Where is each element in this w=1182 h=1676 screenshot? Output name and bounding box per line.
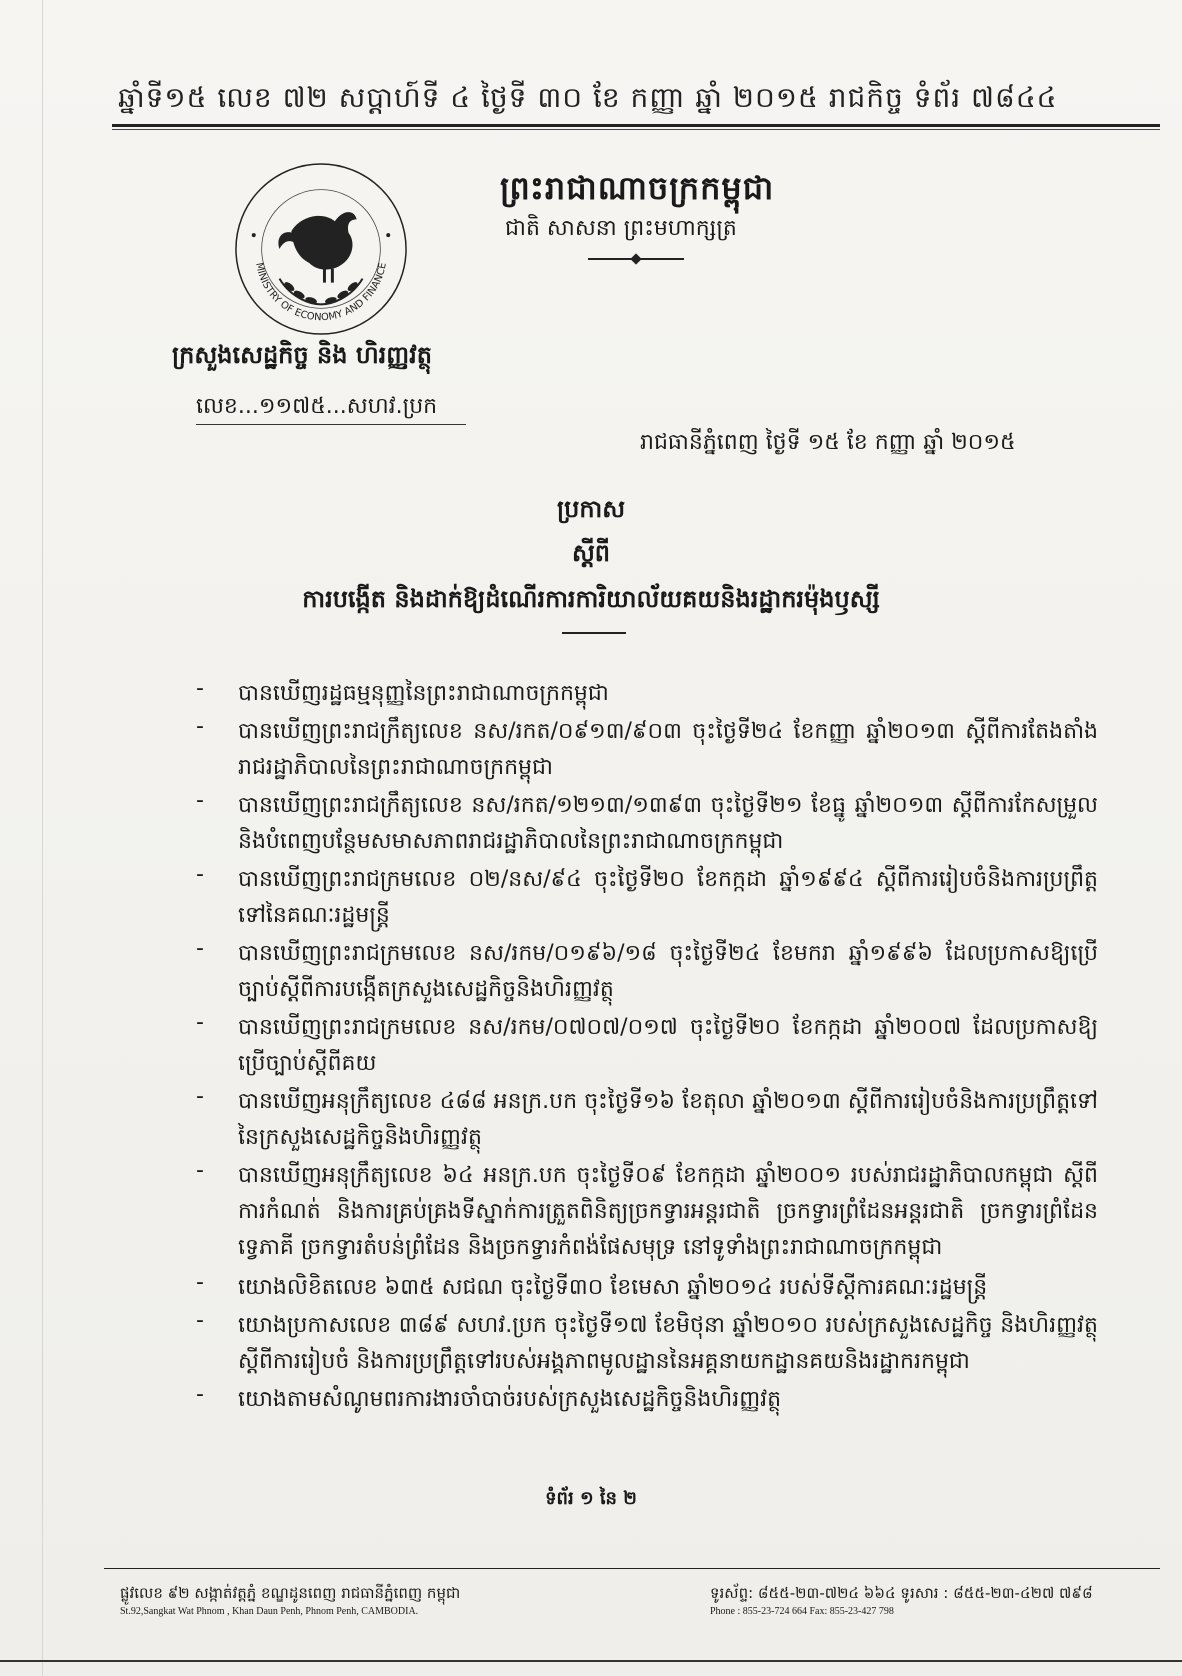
bullet-dash: - [196,1382,204,1407]
list-item-text: យោងប្រកាសលេខ ៣៨៩ សហវ.ប្រក ចុះថ្ងៃទី១៧ ខែមិថុនា ឆ្នាំ២០១០ របស់ក្រសួងសេដ្ឋកិច្ច និងហិរញ្ញវត្ថុស្តីពីការរៀបចំ និងការប្រព្រឹត្តទៅរបស់អង្គភាពមូលដ្ឋាននៃអគ្គនាយកដ្ឋានគយនិងរដ្ឋាករកម្ពុជា [238,1313,1098,1374]
header-rule [112,124,1160,127]
header-rule-thin [112,129,1160,130]
list-item-text: បានឃើញព្រះរាជក្រមលេខ នស/រកម/០៧០៧/០១៧ ចុះថ្ងៃទី២០ ខែកក្កដា ឆ្នាំ២០០៧ ដែលប្រកាសឱ្យប្រើច្បាប់ស្តីពីគយ [238,1015,1098,1076]
bullet-dash: - [196,788,204,813]
bullet-dash: - [196,676,204,701]
footer-address-khmer: ផ្លូវលេខ ៩២ សង្កាត់វត្តភ្នំ ខណ្ឌដូនពេញ រាជធានីភ្នំពេញ កម្ពុជា [120,1584,461,1602]
bullet-dash: - [196,1010,204,1035]
reference-underline [196,424,466,425]
svg-text:MINISTRY OF ECONOMY AND FINANC [253,262,389,324]
footer-rule [104,1568,1160,1569]
footer-phone-khmer: ទូរស័ព្ទ: ៨៥៥-២៣-៧២៤ ៦៦៤ ទូរសារ : ៨៥៥-២៣-៤២៧ ៧៩៨ [710,1584,1093,1602]
footer-phone-english: Phone : 855-23-724 664 Fax: 855-23-427 798 [710,1606,894,1617]
title-divider [562,632,626,634]
bullet-dash: - [196,714,204,739]
kingdom-heading: ព្រះរាជាណាចក្រកម្ពុជា [500,169,775,207]
bullet-dash: - [196,936,204,961]
list-item-text: យោងលិខិតលេខ ៦៣៥ សជណ ចុះថ្ងៃទី៣០ ខែមេសា ឆ្នាំ២០១៤ របស់ទីស្តីការគណៈរដ្ឋមន្ត្រី [238,1275,988,1300]
ministry-seal-icon [232,160,410,338]
scan-bottom-edge [0,1660,1182,1662]
list-item-text: បានឃើញអនុក្រឹត្យលេខ ៤៨៨ អនក្រ.បក ចុះថ្ងៃទី១៦ ខែតុលា ឆ្នាំ២០១៣ ស្តីពីការរៀបចំនិងការប្រព្រឹត្តទៅនៃក្រសួងសេដ្ឋកិច្ចនិងហិរញ្ញវត្ថុ [238,1089,1098,1150]
national-motto: ជាតិ សាសនា ព្រះមហាក្សត្រ [505,216,737,241]
scan-fold-line [42,0,43,1676]
page-number: ទំព័រ ១ នៃ ២ [545,1488,637,1509]
document-about: ស្តីពី [571,539,611,567]
bullet-dash: - [196,1308,204,1333]
footer-address-english: St.92,Sangkat Wat Phnom , Khan Daun Penh, Phnom Penh, CAMBODIA. [120,1606,419,1617]
list-item-text: បានឃើញព្រះរាជក្រឹត្យលេខ នស/រកត/០៩១៣/៩០៣ ចុះថ្ងៃទី២៤ ខែកញ្ញា ឆ្នាំ២០១៣ ស្តីពីការតែងតាំងរាជរដ្ឋាភិបាលនៃព្រះរាជាណាចក្រកម្ពុជា [238,719,1098,780]
ministry-name: ក្រសួងសេដ្ឋកិច្ច និង ហិរញ្ញវត្ថុ [172,341,432,369]
reference-number: លេខ...១១៧៥...សហវ.ប្រក [196,394,438,419]
document-subject: ការបង្កើត និងដាក់ឱ្យដំណើរការការិយាល័យគយនិងរដ្ឋាករម៉ុងឫស្សី [302,585,880,613]
document-type: ប្រកាស [556,495,626,523]
motto-divider [588,258,684,260]
date-line: រាជធានីភ្នំពេញ ថ្ងៃទី ១៥ ខែ កញ្ញា ឆ្នាំ ២០១៥ [640,430,1016,455]
list-item-text: បានឃើញព្រះរាជក្រឹត្យលេខ នស/រកត/១២១៣/១៣៩៣ ចុះថ្ងៃទី២១ ខែធ្នូ ឆ្នាំ២០១៣ ស្តីពីការកែសម្រួល និងបំពេញបន្ថែមសមាសភាពរាជរដ្ឋាភិបាលនៃព្រះរាជាណាចក្រកម្ពុជា [238,793,1098,854]
list-item-text: យោងតាមសំណូមពរការងារចាំបាច់របស់ក្រសួងសេដ្ឋកិច្ចនិងហិរញ្ញវត្ថុ [238,1387,782,1412]
list-item-text: បានឃើញអនុក្រឹត្យលេខ ៦៤ អនក្រ.បក ចុះថ្ងៃទី០៩ ខែកក្កដា ឆ្នាំ២០០១ របស់រាជរដ្ឋាភិបាលកម្ពុជា ស្តីពីការកំណត់ និងការគ្រប់គ្រងទីស្នាក់ការត្រួតពិនិត្យច្រកទ្វារអន្តរជាតិ ច្រកទ្វារព្រំដែនអន្តរជាតិ ច្រកទ្វារព្រំដែនទ្វេភាគី ច្រកទ្វារតំបន់ព្រំដែន និងច្រកទ្វារកំពង់ផែសមុទ្រ នៅទូទាំងព្រះរាជាណាចក្រកម្ពុជា [238,1163,1098,1260]
seal-text: MINISTRY OF ECONOMY AND FINANCE [253,261,389,324]
bullet-dash: - [196,1158,204,1183]
list-item-text: បានឃើញរដ្ឋធម្មនុញ្ញនៃព្រះរាជាណាចក្រកម្ពុជា [238,681,609,706]
bullet-dash: - [196,862,204,887]
gazette-header: ឆ្នាំទី១៥ លេខ ៧២ សប្តាហ៍ទី ៤ ថ្ងៃទី ៣០ ខែ កញ្ញា ឆ្នាំ ២០១៥ រាជកិច្ច ទំព័រ ៧៨៤៤ [118,81,1058,114]
bullet-dash: - [196,1084,204,1109]
bullet-dash: - [196,1270,204,1295]
list-item-text: បានឃើញព្រះរាជក្រមលេខ ០២/នស/៩៤ ចុះថ្ងៃទី២០ ខែកក្កដា ឆ្នាំ១៩៩៤ ស្តីពីការរៀបចំនិងការប្រព្រឹត្តទៅនៃគណៈរដ្ឋមន្ត្រី [238,867,1098,928]
list-item-text: បានឃើញព្រះរាជក្រមលេខ នស/រកម/០១៩៦/១៨ ចុះថ្ងៃទី២៤ ខែមករា ឆ្នាំ១៩៩៦ ដែលប្រកាសឱ្យប្រើច្បាប់ស្តីពីការបង្កើតក្រសួងសេដ្ឋកិច្ចនិងហិរញ្ញវត្ថុ [238,941,1098,1002]
